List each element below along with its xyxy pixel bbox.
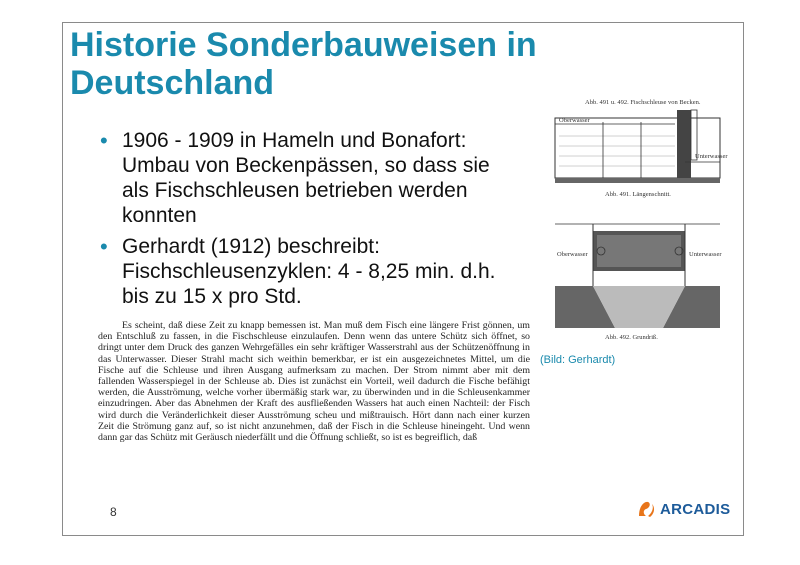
scanned-quote: Es scheint, daß diese Zeit zu knapp bemessen ist. Man muß dem Fisch eine längere Frist gönnen, um den Entschluß zu fassen, in die Fischschleuse einzulaufen. Denn wenn das untere Schütz sich öffnet, so dringt unter dem Druck des ganzen Wehrgefälles ein sehr kräftiger Wasserstrahl aus der Schützenöffnung in das Unterwasser. Dieser Strahl macht sich weithin bemerkbar, er ist ein ausgezeichnetes Mittel, um die Fische auf die Schleuse und ihren Ausgang aufmerksam zu machen. Der Strom nimmt aber mit dem fallenden Wasserspiegel in der Schleuse ab. Dies ist zunächst ein Vorteil, weil dadurch die Fische befähigt werden, die Ausströmung, welche vorher übermäßig stark war, zu überwinden und in die Schleusenkammer einzudringen. Aber das Abnehmen der Kraft des ausfließenden Wassers hat auch einen Nachteil: der Fisch wird durch die Veränderlichkeit dieser Ausströmung scheu und mißtrauisch. Hört dann nach einer kurzen Zeit die Strömung ganz auf, so ist nicht anzunehmen, daß der Fisch in die Schleuse hineingeht. Und wenn dann gar das Schütz mit Geräusch niederfällt und die Öffnung schließt, so ist es begreiflich, daß <box>98 320 530 444</box>
image-credit: (Bild: Gerhardt) <box>540 354 616 366</box>
slide-title: Historie Sonderbauweisen in Deutschland <box>70 26 537 102</box>
figure-caption-bottom: Abb. 492. Grundriß. <box>605 334 658 341</box>
bullet-dot-icon: • <box>100 128 108 153</box>
bullet-text: Gerhardt (1912) beschreibt: Fischschleusenzyklen: 4 - 8,25 min. d.h. bis zu 15 x pro Std. <box>122 235 496 308</box>
figure-caption-mid: Abb. 491. Längenschnitt. <box>605 191 671 198</box>
longitudinal-section-drawing <box>555 110 728 183</box>
bullet-text: 1906 - 1909 in Hameln und Bonafort: Umbau von Beckenpässen, so dass sie als Fischschleusen betrieben werden konnten <box>122 129 490 227</box>
label-unterwasser: Unterwasser <box>695 153 728 160</box>
plan-view-drawing <box>555 224 722 328</box>
bullet-item <box>98 128 518 228</box>
fish-lock-drawing <box>545 96 730 341</box>
bullet-item <box>98 234 518 309</box>
page-number: 8 <box>110 505 117 519</box>
label-oberwasser: Oberwasser <box>559 117 590 124</box>
bullet-list <box>98 128 518 315</box>
label-oberwasser-plan: Oberwasser <box>557 251 588 258</box>
figure-caption-top: Abb. 491 u. 492. Fischschleuse von Becken. <box>585 99 701 106</box>
bullet-dot-icon: • <box>100 234 108 259</box>
arcadis-logo <box>636 498 730 520</box>
arcadis-mark-icon <box>636 499 656 519</box>
label-unterwasser-plan: Unterwasser <box>689 251 722 258</box>
logo-text: ARCADIS <box>660 500 731 518</box>
